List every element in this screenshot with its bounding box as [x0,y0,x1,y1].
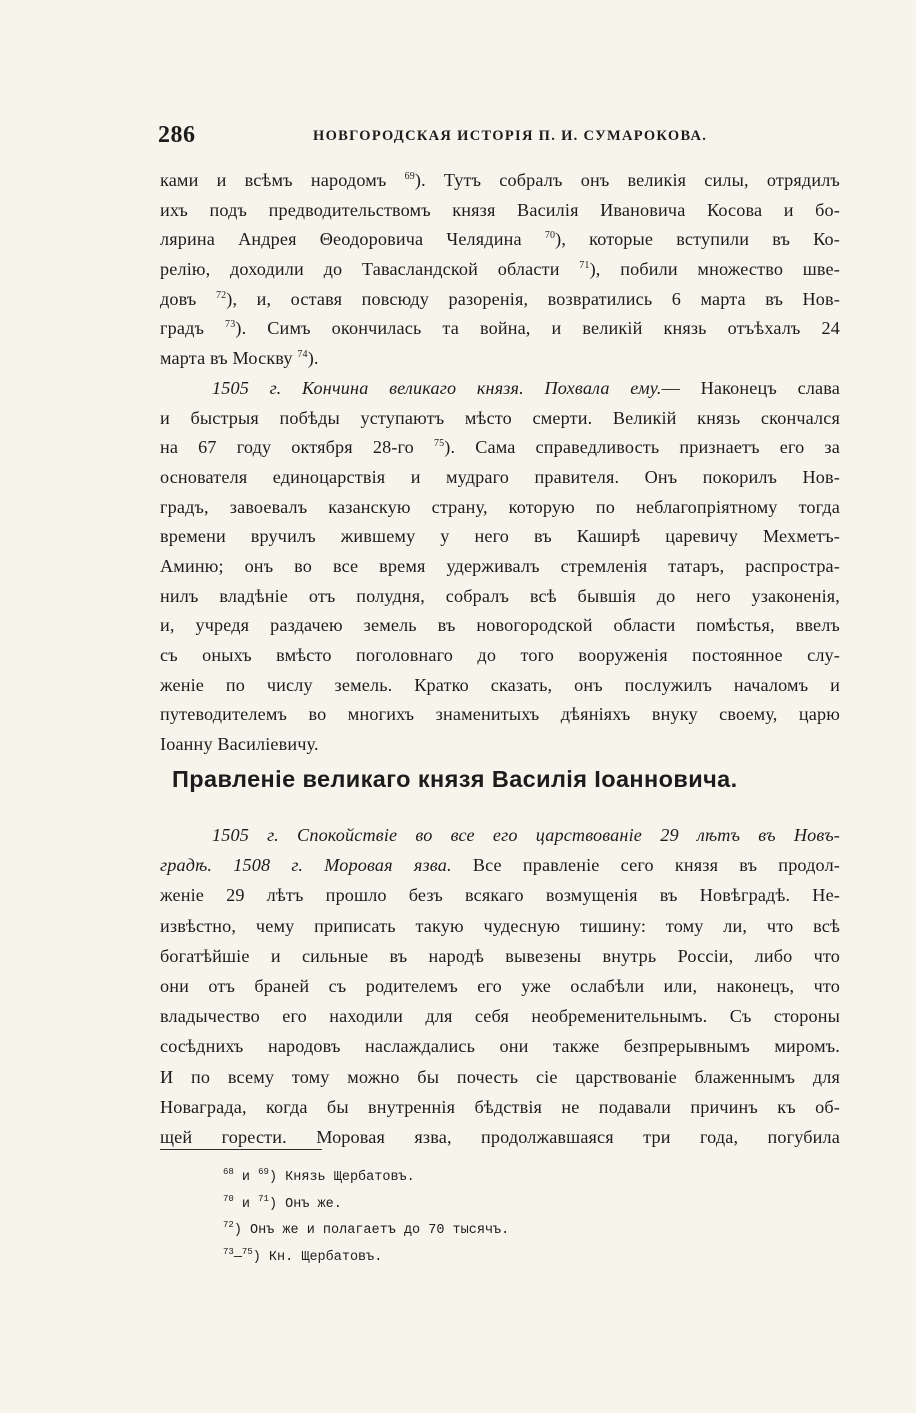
text-line: И по всему тому можно бы почесть сіе царствованіе блаженнымъ для [160,1066,840,1087]
text-line: Новаграда, когда бы внутреннія бѣдствія не подавали причинъ къ об- [160,1096,840,1117]
text-line: щей горести. Моровая язва, продолжавшаяся три года, погубила [160,1126,840,1147]
footnote-ref: 69 [404,171,415,182]
footnotes [223,1165,509,1271]
text-line: сосѣднихъ народовъ наслаждались они также безпрерывнымъ миромъ. [160,1036,840,1057]
footnote-divider [160,1149,322,1150]
text-line: женіе по числу земель. Кратко сказать, онъ послужилъ началомъ и [160,674,840,695]
section-heading: Правленіе великаго князя Василія Іоанновича. [172,766,738,792]
page-header [158,122,840,152]
text-line: градъ $^{73}$). Симъ окончилась та война, и великій князь отъѣхалъ 24 [160,318,840,339]
text-line: богатѣйшіе и сильные въ народѣ вывезены внутрь Россіи, либо что [160,945,840,966]
marginal-heading: 1505 г. Спокойствіе во все его царствованіе 29 лѣтъ въ Новъ- [212,825,840,845]
footnote: $^{72}$) Онъ же и полагаетъ до 70 тысячъ. [223,1220,510,1238]
text-line: владычество его находили для себя необременительнымъ. Съ стороны [160,1006,840,1027]
text-line: времени вручилъ жившему у него въ Каширѣ царевичу Мехметъ- [160,526,840,547]
text-line: на 67 году октября 28-го $^{75}$). Сама справедливость признаетъ его за [160,437,840,458]
text-line: путеводителемъ во многихъ знаменитыхъ дѣяніяхъ внуку своему, царю [160,704,840,725]
running-title: НОВГОРОДСКАЯ ИСТОРІЯ П. И. СУМАРОКОВА. [313,128,708,144]
footnote-ref: 72 [215,289,227,301]
footnote-ref: 70 [544,230,556,242]
text-line: довъ $^{72}$), и, оставя повсюду разоренія, возвратились 6 марта въ Нов- [160,288,841,309]
marginal-heading: градѣ. 1508 г. Моровая язва. [160,855,452,876]
text-line: градѣ. 1508 г. Моровая язва. Все правленіе сего князя въ продол- [160,855,840,876]
text-line: Іоанну Василіевичу. [160,734,319,755]
text-line: ками и всѣмъ народомъ $^{69}$). Тутъ собралъ онъ великія силы, отрядилъ [160,170,840,190]
text-line: Аминю; онъ во все время удерживалъ стремленія татаръ, распростра- [160,555,840,576]
text-line: релію, доходили до Тавасландской области $^{71}$), побили множество шве- [160,259,840,280]
footnote-ref: 74 [297,349,308,361]
text-line [160,820,840,850]
text-line: извѣстно, чему приписать такую чудесную тишину: тому ли, что всѣ [160,915,840,936]
text-line: нилъ владѣніе отъ полудня, собралъ всѣ бывшія до него узаконенія, [160,585,840,606]
text-line: ихъ подъ предводительствомъ князя Василія Ивановича Косова и бо- [160,199,840,220]
text-line: они отъ браней съ родителемъ его уже ослабѣли или, наконецъ, что [160,975,840,996]
footnote-ref: 71 [579,260,590,272]
page-number: 286 [158,122,196,148]
footnote: $^{70}$ и $^{71}$) Онъ же. [223,1193,342,1212]
footnote-ref: 75 [433,438,445,450]
text-line: женіе 29 лѣтъ прошло безъ всякаго возмущенія въ Новѣградѣ. Не- [160,885,840,906]
text-line: съ оныхъ вмѣсто поголовнаго до того вооруженія постоянное слу- [160,645,840,665]
text-line: градъ, завоевалъ казанскую страну, которую по неблагопріятному тогда [160,496,840,517]
text-line: лярина Андрея Θеодоровича Челядина $^{70}$), которые вступили въ Ко- [160,229,840,250]
text-line: и, учредя раздачею земель въ новогородской области помѣстья, ввелъ [160,615,840,636]
text-line: 1505 г. Кончина великаго князя. Похвала ему.— Наконецъ слава [212,377,840,398]
footnote: $^{68}$ и $^{69}$) Князь Щербатовъ. [223,1167,415,1185]
main-text [160,166,840,760]
main-text-continued [160,820,840,1152]
text-line: основателя единоцарствія и мудраго правителя. Онъ покорилъ Нов- [160,466,840,487]
text-line: марта въ Москву $^{74}$). [160,348,319,369]
marginal-heading: 1505 г. Кончина великаго князя. Похвала ему. [212,377,662,398]
footnote: $^{73}$—$^{75}$) Кн. Щербатовъ. [223,1246,383,1265]
footnote-ref: 73 [225,319,236,331]
text-line: и быстрыя побѣды уступаютъ мѣсто смерти. Великій князь скончался [160,407,840,428]
